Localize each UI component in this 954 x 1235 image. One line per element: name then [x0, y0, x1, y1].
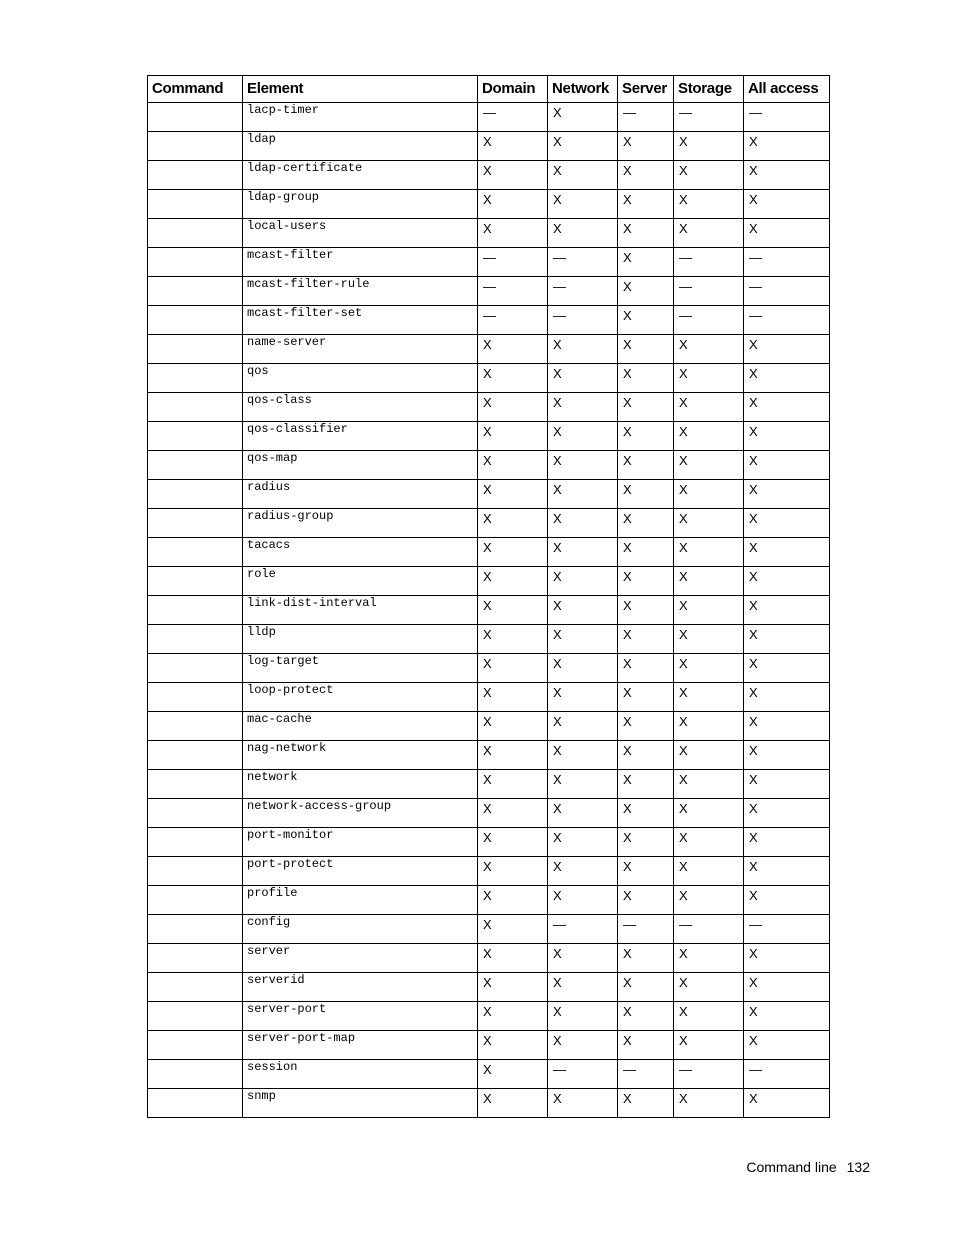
- storage-access-cell: —: [674, 277, 744, 306]
- all-access-access-cell: X: [744, 1002, 830, 1031]
- table-row: [148, 335, 830, 364]
- network-access-cell: X: [548, 335, 618, 364]
- server-access-cell: X: [618, 248, 674, 277]
- element-cell: loop-protect: [243, 683, 478, 712]
- command-cell: [148, 219, 243, 248]
- domain-access-cell: X: [478, 161, 548, 190]
- domain-access-cell: X: [478, 1089, 548, 1118]
- all-access-access-cell: X: [744, 364, 830, 393]
- all-access-access-cell: X: [744, 480, 830, 509]
- storage-access-cell: X: [674, 857, 744, 886]
- server-access-cell: X: [618, 306, 674, 335]
- server-access-cell: X: [618, 1002, 674, 1031]
- network-access-cell: X: [548, 625, 618, 654]
- server-access-cell: X: [618, 219, 674, 248]
- element-cell: mac-cache: [243, 712, 478, 741]
- element-cell: mcast-filter: [243, 248, 478, 277]
- command-cell: [148, 335, 243, 364]
- network-access-cell: X: [548, 1002, 618, 1031]
- server-access-cell: X: [618, 364, 674, 393]
- command-cell: [148, 480, 243, 509]
- element-cell: qos-class: [243, 393, 478, 422]
- storage-access-cell: X: [674, 973, 744, 1002]
- all-access-access-cell: X: [744, 190, 830, 219]
- storage-access-cell: X: [674, 509, 744, 538]
- command-cell: [148, 1031, 243, 1060]
- element-cell: network-access-group: [243, 799, 478, 828]
- element-cell: lacp-timer: [243, 103, 478, 132]
- page-number: 132: [846, 1159, 870, 1175]
- element-cell: qos: [243, 364, 478, 393]
- command-cell: [148, 1002, 243, 1031]
- storage-access-cell: X: [674, 1089, 744, 1118]
- storage-access-cell: X: [674, 683, 744, 712]
- storage-access-cell: X: [674, 799, 744, 828]
- command-cell: [148, 915, 243, 944]
- command-cell: [148, 741, 243, 770]
- command-cell: [148, 132, 243, 161]
- table-row: [148, 741, 830, 770]
- command-cell: [148, 857, 243, 886]
- network-access-cell: X: [548, 567, 618, 596]
- command-cell: [148, 596, 243, 625]
- domain-access-cell: X: [478, 770, 548, 799]
- domain-access-cell: X: [478, 625, 548, 654]
- server-access-cell: X: [618, 451, 674, 480]
- command-cell: [148, 886, 243, 915]
- command-cell: [148, 683, 243, 712]
- element-cell: serverid: [243, 973, 478, 1002]
- command-cell: [148, 277, 243, 306]
- element-cell: local-users: [243, 219, 478, 248]
- storage-access-cell: X: [674, 741, 744, 770]
- network-access-cell: X: [548, 393, 618, 422]
- storage-access-cell: —: [674, 915, 744, 944]
- element-cell: log-target: [243, 654, 478, 683]
- all-access-access-cell: X: [744, 132, 830, 161]
- storage-access-cell: X: [674, 944, 744, 973]
- table-row: [148, 654, 830, 683]
- storage-access-cell: X: [674, 480, 744, 509]
- domain-access-cell: X: [478, 915, 548, 944]
- command-cell: [148, 451, 243, 480]
- domain-access-cell: X: [478, 364, 548, 393]
- element-cell: server-port: [243, 1002, 478, 1031]
- domain-access-cell: X: [478, 538, 548, 567]
- element-cell: link-dist-interval: [243, 596, 478, 625]
- all-access-access-cell: —: [744, 248, 830, 277]
- storage-access-cell: X: [674, 538, 744, 567]
- permissions-table: [147, 75, 830, 1118]
- element-cell: network: [243, 770, 478, 799]
- table-row: [148, 277, 830, 306]
- header-all-access: All access: [744, 76, 830, 103]
- server-access-cell: X: [618, 944, 674, 973]
- all-access-access-cell: X: [744, 828, 830, 857]
- element-cell: port-protect: [243, 857, 478, 886]
- all-access-access-cell: X: [744, 770, 830, 799]
- network-access-cell: X: [548, 103, 618, 132]
- table-row: [148, 393, 830, 422]
- all-access-access-cell: X: [744, 219, 830, 248]
- server-access-cell: X: [618, 625, 674, 654]
- network-access-cell: X: [548, 741, 618, 770]
- storage-access-cell: X: [674, 393, 744, 422]
- domain-access-cell: X: [478, 1060, 548, 1089]
- network-access-cell: X: [548, 828, 618, 857]
- server-access-cell: —: [618, 915, 674, 944]
- element-cell: radius-group: [243, 509, 478, 538]
- server-access-cell: X: [618, 132, 674, 161]
- network-access-cell: X: [548, 596, 618, 625]
- element-cell: radius: [243, 480, 478, 509]
- all-access-access-cell: —: [744, 1060, 830, 1089]
- network-access-cell: X: [548, 857, 618, 886]
- network-access-cell: X: [548, 1031, 618, 1060]
- command-cell: [148, 1060, 243, 1089]
- element-cell: qos-classifier: [243, 422, 478, 451]
- storage-access-cell: X: [674, 219, 744, 248]
- all-access-access-cell: X: [744, 335, 830, 364]
- element-cell: profile: [243, 886, 478, 915]
- command-cell: [148, 973, 243, 1002]
- element-cell: server-port-map: [243, 1031, 478, 1060]
- storage-access-cell: X: [674, 1002, 744, 1031]
- table-row: [148, 480, 830, 509]
- server-access-cell: X: [618, 509, 674, 538]
- domain-access-cell: X: [478, 567, 548, 596]
- table-row: [148, 248, 830, 277]
- table-row: [148, 132, 830, 161]
- element-cell: mcast-filter-rule: [243, 277, 478, 306]
- command-cell: [148, 828, 243, 857]
- domain-access-cell: X: [478, 828, 548, 857]
- element-cell: config: [243, 915, 478, 944]
- table-row: [148, 857, 830, 886]
- command-cell: [148, 712, 243, 741]
- element-cell: mcast-filter-set: [243, 306, 478, 335]
- table-row: [148, 1060, 830, 1089]
- storage-access-cell: X: [674, 451, 744, 480]
- all-access-access-cell: X: [744, 654, 830, 683]
- table-row: [148, 103, 830, 132]
- table-row: [148, 1002, 830, 1031]
- network-access-cell: X: [548, 712, 618, 741]
- all-access-access-cell: X: [744, 712, 830, 741]
- all-access-access-cell: X: [744, 741, 830, 770]
- network-access-cell: X: [548, 190, 618, 219]
- domain-access-cell: X: [478, 1002, 548, 1031]
- table-row: [148, 567, 830, 596]
- server-access-cell: X: [618, 654, 674, 683]
- server-access-cell: X: [618, 973, 674, 1002]
- server-access-cell: X: [618, 741, 674, 770]
- server-access-cell: X: [618, 1089, 674, 1118]
- element-cell: tacacs: [243, 538, 478, 567]
- all-access-access-cell: X: [744, 161, 830, 190]
- element-cell: ldap: [243, 132, 478, 161]
- domain-access-cell: X: [478, 886, 548, 915]
- domain-access-cell: —: [478, 103, 548, 132]
- storage-access-cell: X: [674, 770, 744, 799]
- network-access-cell: X: [548, 132, 618, 161]
- storage-access-cell: X: [674, 654, 744, 683]
- server-access-cell: X: [618, 277, 674, 306]
- network-access-cell: X: [548, 364, 618, 393]
- all-access-access-cell: X: [744, 1089, 830, 1118]
- storage-access-cell: X: [674, 712, 744, 741]
- element-cell: lldp: [243, 625, 478, 654]
- command-cell: [148, 509, 243, 538]
- network-access-cell: X: [548, 944, 618, 973]
- server-access-cell: —: [618, 1060, 674, 1089]
- table-row: [148, 799, 830, 828]
- element-cell: role: [243, 567, 478, 596]
- storage-access-cell: X: [674, 335, 744, 364]
- domain-access-cell: X: [478, 451, 548, 480]
- network-access-cell: X: [548, 219, 618, 248]
- command-cell: [148, 422, 243, 451]
- element-cell: port-monitor: [243, 828, 478, 857]
- table-row: [148, 625, 830, 654]
- all-access-access-cell: X: [744, 538, 830, 567]
- network-access-cell: X: [548, 422, 618, 451]
- domain-access-cell: X: [478, 509, 548, 538]
- domain-access-cell: X: [478, 219, 548, 248]
- all-access-access-cell: X: [744, 393, 830, 422]
- all-access-access-cell: X: [744, 857, 830, 886]
- command-cell: [148, 103, 243, 132]
- all-access-access-cell: X: [744, 799, 830, 828]
- table-row: [148, 509, 830, 538]
- all-access-access-cell: X: [744, 944, 830, 973]
- network-access-cell: X: [548, 509, 618, 538]
- all-access-access-cell: —: [744, 915, 830, 944]
- element-cell: ldap-certificate: [243, 161, 478, 190]
- domain-access-cell: X: [478, 1031, 548, 1060]
- server-access-cell: X: [618, 1031, 674, 1060]
- table-row: [148, 219, 830, 248]
- server-access-cell: X: [618, 190, 674, 219]
- header-command: Command: [148, 76, 243, 103]
- command-cell: [148, 538, 243, 567]
- domain-access-cell: X: [478, 132, 548, 161]
- domain-access-cell: —: [478, 277, 548, 306]
- table-row: [148, 915, 830, 944]
- storage-access-cell: —: [674, 103, 744, 132]
- network-access-cell: —: [548, 248, 618, 277]
- network-access-cell: —: [548, 277, 618, 306]
- storage-access-cell: —: [674, 1060, 744, 1089]
- domain-access-cell: X: [478, 741, 548, 770]
- network-access-cell: X: [548, 799, 618, 828]
- element-cell: server: [243, 944, 478, 973]
- storage-access-cell: X: [674, 190, 744, 219]
- domain-access-cell: X: [478, 596, 548, 625]
- domain-access-cell: X: [478, 393, 548, 422]
- footer-section: Command line: [746, 1159, 837, 1175]
- storage-access-cell: X: [674, 625, 744, 654]
- command-cell: [148, 364, 243, 393]
- all-access-access-cell: X: [744, 422, 830, 451]
- network-access-cell: X: [548, 451, 618, 480]
- server-access-cell: X: [618, 567, 674, 596]
- command-cell: [148, 799, 243, 828]
- storage-access-cell: X: [674, 596, 744, 625]
- server-access-cell: X: [618, 828, 674, 857]
- command-cell: [148, 770, 243, 799]
- domain-access-cell: X: [478, 857, 548, 886]
- domain-access-cell: X: [478, 335, 548, 364]
- command-cell: [148, 161, 243, 190]
- command-cell: [148, 248, 243, 277]
- table-row: [148, 190, 830, 219]
- domain-access-cell: X: [478, 654, 548, 683]
- all-access-access-cell: X: [744, 509, 830, 538]
- header-element: Element: [243, 76, 478, 103]
- domain-access-cell: X: [478, 944, 548, 973]
- storage-access-cell: —: [674, 306, 744, 335]
- command-cell: [148, 306, 243, 335]
- all-access-access-cell: X: [744, 886, 830, 915]
- command-cell: [148, 1089, 243, 1118]
- table-row: [148, 712, 830, 741]
- command-cell: [148, 654, 243, 683]
- network-access-cell: —: [548, 306, 618, 335]
- table-row: [148, 538, 830, 567]
- all-access-access-cell: X: [744, 683, 830, 712]
- header-network: Network: [548, 76, 618, 103]
- domain-access-cell: —: [478, 306, 548, 335]
- network-access-cell: X: [548, 973, 618, 1002]
- domain-access-cell: —: [478, 248, 548, 277]
- all-access-access-cell: X: [744, 451, 830, 480]
- all-access-access-cell: X: [744, 596, 830, 625]
- header-server: Server: [618, 76, 674, 103]
- element-cell: ldap-group: [243, 190, 478, 219]
- network-access-cell: X: [548, 654, 618, 683]
- all-access-access-cell: —: [744, 103, 830, 132]
- element-cell: session: [243, 1060, 478, 1089]
- network-access-cell: X: [548, 683, 618, 712]
- storage-access-cell: X: [674, 132, 744, 161]
- server-access-cell: X: [618, 886, 674, 915]
- network-access-cell: —: [548, 915, 618, 944]
- table-row: [148, 596, 830, 625]
- domain-access-cell: X: [478, 480, 548, 509]
- network-access-cell: X: [548, 161, 618, 190]
- domain-access-cell: X: [478, 799, 548, 828]
- storage-access-cell: X: [674, 567, 744, 596]
- storage-access-cell: —: [674, 248, 744, 277]
- server-access-cell: X: [618, 770, 674, 799]
- network-access-cell: X: [548, 538, 618, 567]
- table-row: [148, 1089, 830, 1118]
- server-access-cell: X: [618, 596, 674, 625]
- storage-access-cell: X: [674, 161, 744, 190]
- storage-access-cell: X: [674, 422, 744, 451]
- command-cell: [148, 190, 243, 219]
- element-cell: qos-map: [243, 451, 478, 480]
- table-row: [148, 1031, 830, 1060]
- all-access-access-cell: —: [744, 277, 830, 306]
- all-access-access-cell: X: [744, 973, 830, 1002]
- server-access-cell: X: [618, 480, 674, 509]
- server-access-cell: X: [618, 712, 674, 741]
- server-access-cell: X: [618, 422, 674, 451]
- domain-access-cell: X: [478, 190, 548, 219]
- server-access-cell: X: [618, 393, 674, 422]
- table-row: [148, 683, 830, 712]
- all-access-access-cell: X: [744, 1031, 830, 1060]
- element-cell: nag-network: [243, 741, 478, 770]
- storage-access-cell: X: [674, 828, 744, 857]
- command-cell: [148, 567, 243, 596]
- domain-access-cell: X: [478, 973, 548, 1002]
- table-row: [148, 770, 830, 799]
- table-row: [148, 944, 830, 973]
- table-header-row: [148, 76, 830, 103]
- header-storage: Storage: [674, 76, 744, 103]
- element-cell: snmp: [243, 1089, 478, 1118]
- server-access-cell: X: [618, 799, 674, 828]
- domain-access-cell: X: [478, 712, 548, 741]
- storage-access-cell: X: [674, 886, 744, 915]
- domain-access-cell: X: [478, 422, 548, 451]
- server-access-cell: X: [618, 161, 674, 190]
- table-row: [148, 973, 830, 1002]
- header-domain: Domain: [478, 76, 548, 103]
- command-cell: [148, 393, 243, 422]
- all-access-access-cell: X: [744, 625, 830, 654]
- server-access-cell: —: [618, 103, 674, 132]
- page-footer: [746, 1159, 870, 1175]
- network-access-cell: X: [548, 480, 618, 509]
- table-row: [148, 364, 830, 393]
- network-access-cell: —: [548, 1060, 618, 1089]
- table-row: [148, 161, 830, 190]
- table-row: [148, 828, 830, 857]
- table-row: [148, 886, 830, 915]
- command-cell: [148, 944, 243, 973]
- domain-access-cell: X: [478, 683, 548, 712]
- server-access-cell: X: [618, 857, 674, 886]
- storage-access-cell: X: [674, 364, 744, 393]
- all-access-access-cell: X: [744, 567, 830, 596]
- command-cell: [148, 625, 243, 654]
- network-access-cell: X: [548, 770, 618, 799]
- all-access-access-cell: —: [744, 306, 830, 335]
- network-access-cell: X: [548, 1089, 618, 1118]
- network-access-cell: X: [548, 886, 618, 915]
- server-access-cell: X: [618, 683, 674, 712]
- element-cell: name-server: [243, 335, 478, 364]
- server-access-cell: X: [618, 335, 674, 364]
- table-row: [148, 306, 830, 335]
- server-access-cell: X: [618, 538, 674, 567]
- storage-access-cell: X: [674, 1031, 744, 1060]
- table-row: [148, 451, 830, 480]
- table-row: [148, 422, 830, 451]
